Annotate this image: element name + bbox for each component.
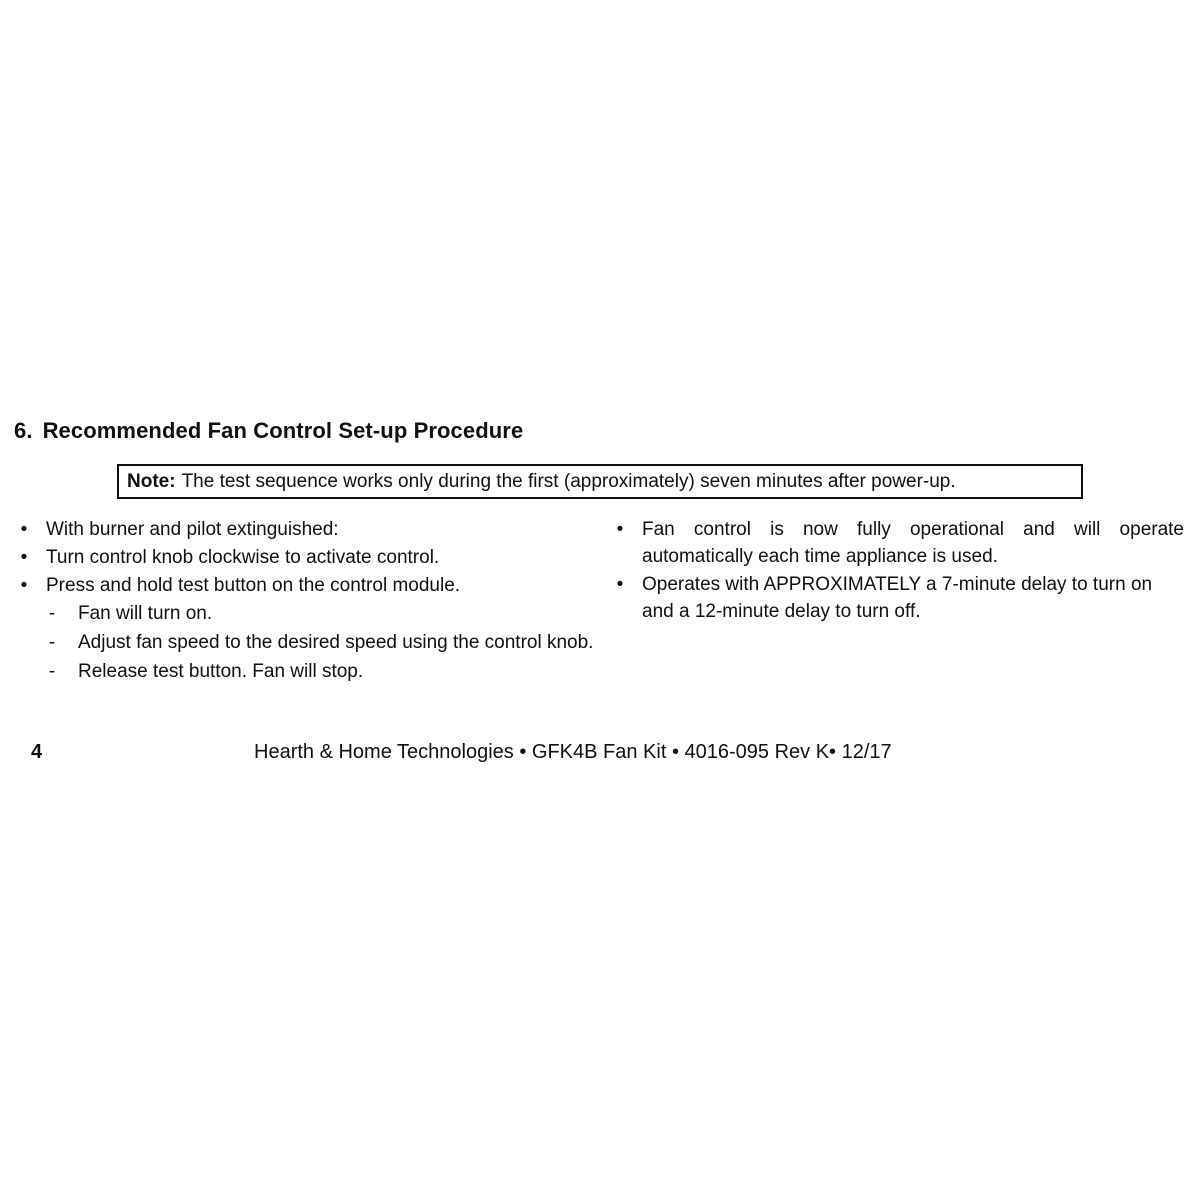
list-item-text: With burner and pilot extinguished: [46,519,339,540]
right-column [608,516,1184,626]
bullet-icon: • [616,519,624,540]
bullet-icon: • [616,574,624,595]
sub-list-item-text: Release test button. Fan will stop. [78,661,364,682]
note-label: Note: [127,471,176,492]
list-item-text: Press and hold test button on the control module. [46,575,461,596]
sub-list-item [12,600,602,627]
sub-list-item [12,658,602,685]
dash-icon: - [48,632,56,653]
list-item [12,544,602,571]
section-title: Recommended Fan Control Set-up Procedure [42,418,524,443]
bullet-icon: • [20,575,28,596]
dash-icon: - [48,661,56,682]
list-item [12,572,602,599]
section-number: 6. [14,418,33,443]
sub-list-item-text: Adjust fan speed to the desired speed using the control knob. [78,632,594,653]
list-item-text: Fan control is now fully operational and will operate automatically each time appliance is used. [642,519,1184,567]
bullet-icon: • [20,547,28,568]
sub-list-item [12,629,602,656]
section-heading [14,418,523,444]
list-item [12,516,602,543]
footer-text: Hearth & Home Technologies • GFK4B Fan Kit • 4016-095 Rev K• 12/17 [254,741,892,763]
dash-icon: - [48,603,56,624]
note-box [117,464,1083,499]
list-item [608,571,1184,625]
sub-list-item-text: Fan will turn on. [78,603,213,624]
list-item-text: Turn control knob clockwise to activate control. [46,547,440,568]
note-text: The test sequence works only during the first (approximately) seven minutes after power-up. [181,471,956,492]
bullet-icon: • [20,519,28,540]
left-column [12,516,602,687]
page-number: 4 [31,741,43,763]
list-item [608,516,1184,570]
list-item-text: Operates with APPROXIMATELY a 7-minute delay to turn on and a 12-minute delay to turn off. [642,574,1153,622]
